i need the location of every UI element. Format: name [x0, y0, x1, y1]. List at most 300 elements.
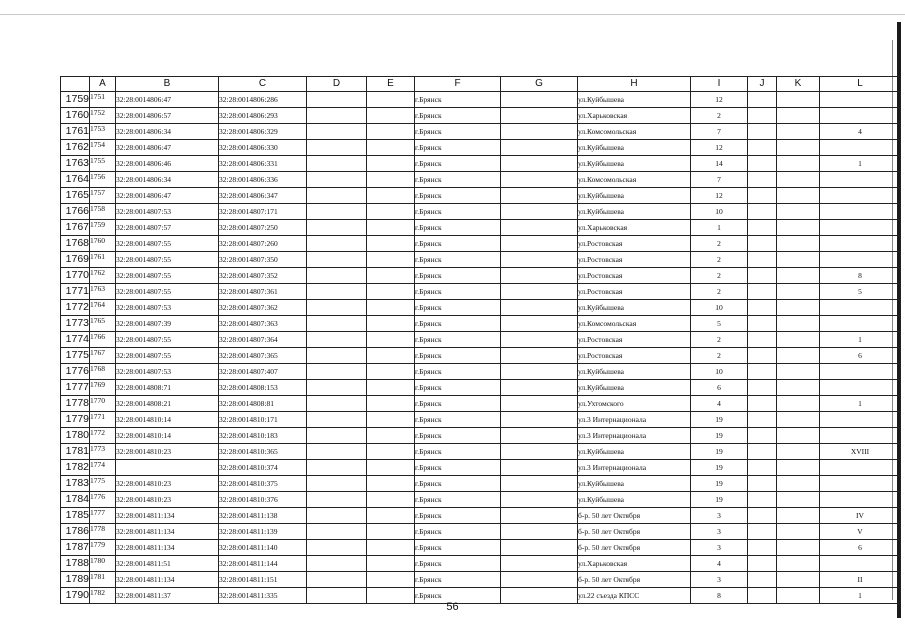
cell-l[interactable] [820, 428, 901, 444]
cell-d[interactable] [307, 508, 367, 524]
cell-h[interactable]: ул.Ростовская [578, 236, 691, 252]
cell-f[interactable]: г.Брянск [415, 428, 501, 444]
cell-j[interactable] [748, 508, 777, 524]
cell-j[interactable] [748, 140, 777, 156]
cell-i[interactable]: 2 [691, 332, 748, 348]
cell-c[interactable]: 32:28:0014807:250 [219, 220, 307, 236]
cell-f[interactable]: г.Брянск [415, 524, 501, 540]
cell-a[interactable]: 1766 [90, 332, 116, 348]
cell-i[interactable]: 12 [691, 92, 748, 108]
cell-d[interactable] [307, 364, 367, 380]
cell-d[interactable] [307, 204, 367, 220]
cell-k[interactable] [777, 92, 820, 108]
cell-a[interactable]: 1763 [90, 284, 116, 300]
cell-a[interactable]: 1778 [90, 524, 116, 540]
cell-a[interactable]: 1776 [90, 492, 116, 508]
cell-e[interactable] [367, 396, 415, 412]
cell-c[interactable]: 32:28:0014807:361 [219, 284, 307, 300]
cell-i[interactable]: 10 [691, 300, 748, 316]
cell-e[interactable] [367, 540, 415, 556]
cell-l[interactable] [820, 188, 901, 204]
cell-h[interactable]: ул.Ростовская [578, 252, 691, 268]
cell-i[interactable]: 1 [691, 220, 748, 236]
cell-i[interactable]: 19 [691, 444, 748, 460]
cell-a[interactable]: 1772 [90, 428, 116, 444]
column-header-b[interactable]: B [116, 77, 219, 92]
cell-k[interactable] [777, 268, 820, 284]
cell-i[interactable]: 3 [691, 572, 748, 588]
cell-d[interactable] [307, 284, 367, 300]
cell-a[interactable]: 1767 [90, 348, 116, 364]
cell-f[interactable]: г.Брянск [415, 108, 501, 124]
cell-k[interactable] [777, 380, 820, 396]
cell-e[interactable] [367, 236, 415, 252]
cell-l[interactable]: 4 [820, 124, 901, 140]
cell-b[interactable]: 32:28:0014806:47 [116, 188, 219, 204]
cell-g[interactable] [501, 236, 578, 252]
cell-l[interactable] [820, 236, 901, 252]
cell-e[interactable] [367, 444, 415, 460]
cell-f[interactable]: г.Брянск [415, 348, 501, 364]
cell-f[interactable]: г.Брянск [415, 572, 501, 588]
cell-k[interactable] [777, 540, 820, 556]
cell-l[interactable]: IV [820, 508, 901, 524]
cell-g[interactable] [501, 188, 578, 204]
cell-c[interactable]: 32:28:0014807:350 [219, 252, 307, 268]
cell-b[interactable]: 32:28:0014810:23 [116, 444, 219, 460]
cell-i[interactable]: 3 [691, 508, 748, 524]
cell-k[interactable] [777, 140, 820, 156]
cell-h[interactable]: ул.Харьковская [578, 556, 691, 572]
cell-b[interactable]: 32:28:0014806:47 [116, 92, 219, 108]
cell-b[interactable]: 32:28:0014807:53 [116, 204, 219, 220]
cell-j[interactable] [748, 556, 777, 572]
cell-h[interactable]: ул.Куйбышева [578, 444, 691, 460]
row-number[interactable]: 1775 [61, 348, 90, 364]
row-number[interactable]: 1787 [61, 540, 90, 556]
cell-f[interactable]: г.Брянск [415, 284, 501, 300]
cell-h[interactable]: ул.Куйбышева [578, 188, 691, 204]
column-header-a[interactable]: A [90, 77, 116, 92]
cell-b[interactable]: 32:28:0014807:55 [116, 252, 219, 268]
cell-c[interactable]: 32:28:0014811:144 [219, 556, 307, 572]
cell-d[interactable] [307, 524, 367, 540]
cell-i[interactable]: 2 [691, 236, 748, 252]
cell-j[interactable] [748, 156, 777, 172]
cell-h[interactable]: б-р. 50 лет Октября [578, 524, 691, 540]
cell-a[interactable]: 1754 [90, 140, 116, 156]
cell-g[interactable] [501, 284, 578, 300]
cell-c[interactable]: 32:28:0014806:330 [219, 140, 307, 156]
cell-f[interactable]: г.Брянск [415, 556, 501, 572]
cell-g[interactable] [501, 252, 578, 268]
cell-b[interactable]: 32:28:0014807:55 [116, 284, 219, 300]
row-number[interactable]: 1776 [61, 364, 90, 380]
cell-h[interactable]: ул.Ростовская [578, 268, 691, 284]
cell-j[interactable] [748, 124, 777, 140]
cell-b[interactable]: 32:28:0014811:51 [116, 556, 219, 572]
cell-c[interactable]: 32:28:0014808:81 [219, 396, 307, 412]
cell-i[interactable]: 7 [691, 172, 748, 188]
cell-a[interactable]: 1769 [90, 380, 116, 396]
cell-k[interactable] [777, 188, 820, 204]
cell-h[interactable]: ул.Ростовская [578, 332, 691, 348]
cell-c[interactable]: 32:28:0014806:336 [219, 172, 307, 188]
cell-a[interactable]: 1762 [90, 268, 116, 284]
row-number[interactable]: 1768 [61, 236, 90, 252]
cell-e[interactable] [367, 188, 415, 204]
cell-k[interactable] [777, 396, 820, 412]
cell-l[interactable] [820, 140, 901, 156]
cell-c[interactable]: 32:28:0014811:140 [219, 540, 307, 556]
cell-b[interactable]: 32:28:0014807:55 [116, 348, 219, 364]
cell-j[interactable] [748, 396, 777, 412]
cell-a[interactable]: 1765 [90, 316, 116, 332]
cell-c[interactable]: 32:28:0014807:260 [219, 236, 307, 252]
cell-g[interactable] [501, 428, 578, 444]
cell-j[interactable] [748, 252, 777, 268]
cell-g[interactable] [501, 476, 578, 492]
cell-j[interactable] [748, 460, 777, 476]
cell-d[interactable] [307, 460, 367, 476]
cell-j[interactable] [748, 364, 777, 380]
cell-i[interactable]: 4 [691, 556, 748, 572]
cell-d[interactable] [307, 252, 367, 268]
cell-h[interactable]: ул.Куйбышева [578, 140, 691, 156]
cell-d[interactable] [307, 220, 367, 236]
cell-d[interactable] [307, 300, 367, 316]
cell-l[interactable]: 1 [820, 396, 901, 412]
cell-h[interactable]: ул.Харьковская [578, 108, 691, 124]
cell-d[interactable] [307, 428, 367, 444]
cell-k[interactable] [777, 300, 820, 316]
cell-l[interactable] [820, 364, 901, 380]
cell-d[interactable] [307, 476, 367, 492]
cell-f[interactable]: г.Брянск [415, 204, 501, 220]
cell-l[interactable]: 8 [820, 268, 901, 284]
cell-e[interactable] [367, 220, 415, 236]
cell-e[interactable] [367, 364, 415, 380]
cell-e[interactable] [367, 412, 415, 428]
row-number[interactable]: 1777 [61, 380, 90, 396]
cell-c[interactable]: 32:28:0014811:335 [219, 588, 307, 604]
cell-f[interactable]: г.Брянск [415, 460, 501, 476]
cell-i[interactable]: 19 [691, 476, 748, 492]
cell-i[interactable]: 7 [691, 124, 748, 140]
cell-l[interactable]: 1 [820, 588, 901, 604]
cell-a[interactable]: 1779 [90, 540, 116, 556]
cell-f[interactable]: г.Брянск [415, 476, 501, 492]
cell-e[interactable] [367, 460, 415, 476]
cell-j[interactable] [748, 220, 777, 236]
row-number[interactable]: 1771 [61, 284, 90, 300]
cell-b[interactable]: 32:28:0014810:14 [116, 412, 219, 428]
row-number[interactable]: 1773 [61, 316, 90, 332]
cell-f[interactable]: г.Брянск [415, 188, 501, 204]
cell-j[interactable] [748, 316, 777, 332]
cell-e[interactable] [367, 508, 415, 524]
cell-c[interactable]: 32:28:0014810:376 [219, 492, 307, 508]
cell-b[interactable]: 32:28:0014806:47 [116, 140, 219, 156]
cell-i[interactable]: 3 [691, 540, 748, 556]
cell-f[interactable]: г.Брянск [415, 172, 501, 188]
cell-j[interactable] [748, 492, 777, 508]
cell-a[interactable]: 1757 [90, 188, 116, 204]
cell-l[interactable] [820, 492, 901, 508]
cell-b[interactable]: 32:28:0014807:55 [116, 236, 219, 252]
cell-k[interactable] [777, 460, 820, 476]
cell-a[interactable]: 1764 [90, 300, 116, 316]
cell-g[interactable] [501, 444, 578, 460]
cell-k[interactable] [777, 492, 820, 508]
cell-g[interactable] [501, 268, 578, 284]
cell-h[interactable]: ул.Ростовская [578, 284, 691, 300]
cell-f[interactable]: г.Брянск [415, 396, 501, 412]
row-number[interactable]: 1788 [61, 556, 90, 572]
cell-g[interactable] [501, 172, 578, 188]
cell-e[interactable] [367, 476, 415, 492]
cell-j[interactable] [748, 476, 777, 492]
cell-h[interactable]: ул.Комсомольская [578, 172, 691, 188]
cell-b[interactable]: 32:28:0014806:34 [116, 124, 219, 140]
cell-k[interactable] [777, 124, 820, 140]
cell-d[interactable] [307, 412, 367, 428]
cell-k[interactable] [777, 572, 820, 588]
cell-k[interactable] [777, 108, 820, 124]
column-header-k[interactable]: K [777, 77, 820, 92]
cell-b[interactable]: 32:28:0014808:71 [116, 380, 219, 396]
cell-l[interactable] [820, 412, 901, 428]
cell-j[interactable] [748, 300, 777, 316]
cell-b[interactable]: 32:28:0014811:134 [116, 540, 219, 556]
cell-h[interactable]: ул.Куйбышева [578, 476, 691, 492]
cell-l[interactable]: 5 [820, 284, 901, 300]
cell-i[interactable]: 3 [691, 524, 748, 540]
cell-h[interactable]: ул.Ростовская [578, 348, 691, 364]
cell-j[interactable] [748, 524, 777, 540]
cell-g[interactable] [501, 460, 578, 476]
cell-h[interactable]: ул.Куйбышева [578, 156, 691, 172]
cell-h[interactable]: ул.22 съезда КПСС [578, 588, 691, 604]
cell-d[interactable] [307, 444, 367, 460]
row-number[interactable]: 1765 [61, 188, 90, 204]
cell-j[interactable] [748, 332, 777, 348]
cell-j[interactable] [748, 204, 777, 220]
cell-e[interactable] [367, 92, 415, 108]
cell-f[interactable]: г.Брянск [415, 508, 501, 524]
cell-e[interactable] [367, 172, 415, 188]
cell-a[interactable]: 1760 [90, 236, 116, 252]
cell-a[interactable]: 1780 [90, 556, 116, 572]
cell-k[interactable] [777, 220, 820, 236]
cell-g[interactable] [501, 300, 578, 316]
cell-l[interactable] [820, 204, 901, 220]
cell-i[interactable]: 2 [691, 108, 748, 124]
cell-l[interactable]: 1 [820, 332, 901, 348]
cell-i[interactable]: 19 [691, 412, 748, 428]
cell-j[interactable] [748, 92, 777, 108]
cell-l[interactable] [820, 300, 901, 316]
cell-k[interactable] [777, 476, 820, 492]
cell-j[interactable] [748, 236, 777, 252]
row-number[interactable]: 1764 [61, 172, 90, 188]
cell-a[interactable]: 1761 [90, 252, 116, 268]
cell-a[interactable]: 1759 [90, 220, 116, 236]
cell-h[interactable]: б-р. 50 лет Октября [578, 540, 691, 556]
cell-g[interactable] [501, 316, 578, 332]
cell-k[interactable] [777, 204, 820, 220]
cell-e[interactable] [367, 380, 415, 396]
column-header-f[interactable]: F [415, 77, 501, 92]
cell-f[interactable]: г.Брянск [415, 124, 501, 140]
cell-l[interactable]: 1 [820, 156, 901, 172]
cell-b[interactable]: 32:28:0014807:55 [116, 268, 219, 284]
cell-f[interactable]: г.Брянск [415, 380, 501, 396]
cell-i[interactable]: 4 [691, 396, 748, 412]
cell-f[interactable]: г.Брянск [415, 92, 501, 108]
cell-j[interactable] [748, 268, 777, 284]
cell-b[interactable] [116, 460, 219, 476]
cell-e[interactable] [367, 572, 415, 588]
cell-f[interactable]: г.Брянск [415, 364, 501, 380]
cell-j[interactable] [748, 284, 777, 300]
cell-h[interactable]: ул.Харьковская [578, 220, 691, 236]
cell-c[interactable]: 32:28:0014806:286 [219, 92, 307, 108]
cell-j[interactable] [748, 540, 777, 556]
cell-l[interactable] [820, 92, 901, 108]
cell-b[interactable]: 32:28:0014806:46 [116, 156, 219, 172]
cell-k[interactable] [777, 348, 820, 364]
cell-k[interactable] [777, 556, 820, 572]
cell-i[interactable]: 2 [691, 252, 748, 268]
cell-g[interactable] [501, 332, 578, 348]
cell-a[interactable]: 1782 [90, 588, 116, 604]
cell-d[interactable] [307, 140, 367, 156]
cell-i[interactable]: 12 [691, 140, 748, 156]
cell-a[interactable]: 1756 [90, 172, 116, 188]
row-number[interactable]: 1759 [61, 92, 90, 108]
cell-l[interactable] [820, 252, 901, 268]
cell-b[interactable]: 32:28:0014810:23 [116, 476, 219, 492]
cell-b[interactable]: 32:28:0014811:134 [116, 508, 219, 524]
cell-e[interactable] [367, 316, 415, 332]
cell-a[interactable]: 1770 [90, 396, 116, 412]
cell-h[interactable]: ул.3 Интернационала [578, 460, 691, 476]
row-number[interactable]: 1782 [61, 460, 90, 476]
cell-g[interactable] [501, 492, 578, 508]
cell-i[interactable]: 10 [691, 364, 748, 380]
cell-i[interactable]: 8 [691, 588, 748, 604]
cell-e[interactable] [367, 252, 415, 268]
cell-h[interactable]: ул.3 Интернационала [578, 412, 691, 428]
cell-e[interactable] [367, 428, 415, 444]
cell-l[interactable] [820, 220, 901, 236]
cell-e[interactable] [367, 492, 415, 508]
cell-f[interactable]: г.Брянск [415, 300, 501, 316]
cell-l[interactable]: V [820, 524, 901, 540]
cell-c[interactable]: 32:28:0014810:171 [219, 412, 307, 428]
cell-c[interactable]: 32:28:0014810:374 [219, 460, 307, 476]
cell-h[interactable]: ул.Куйбышева [578, 92, 691, 108]
cell-f[interactable]: г.Брянск [415, 316, 501, 332]
cell-c[interactable]: 32:28:0014806:329 [219, 124, 307, 140]
cell-h[interactable]: ул.Комсомольская [578, 124, 691, 140]
row-number[interactable]: 1774 [61, 332, 90, 348]
cell-k[interactable] [777, 156, 820, 172]
row-number[interactable]: 1770 [61, 268, 90, 284]
cell-b[interactable]: 32:28:0014811:37 [116, 588, 219, 604]
cell-d[interactable] [307, 172, 367, 188]
column-header-l[interactable]: L [820, 77, 901, 92]
cell-l[interactable]: II [820, 572, 901, 588]
cell-a[interactable]: 1751 [90, 92, 116, 108]
row-number[interactable]: 1778 [61, 396, 90, 412]
column-header-h[interactable]: H [578, 77, 691, 92]
cell-e[interactable] [367, 300, 415, 316]
cell-k[interactable] [777, 508, 820, 524]
cell-b[interactable]: 32:28:0014811:134 [116, 572, 219, 588]
cell-g[interactable] [501, 540, 578, 556]
cell-f[interactable]: г.Брянск [415, 236, 501, 252]
cell-k[interactable] [777, 316, 820, 332]
cell-d[interactable] [307, 108, 367, 124]
cell-f[interactable]: г.Брянск [415, 444, 501, 460]
cell-g[interactable] [501, 124, 578, 140]
cell-b[interactable]: 32:28:0014810:14 [116, 428, 219, 444]
cell-k[interactable] [777, 332, 820, 348]
cell-i[interactable]: 19 [691, 492, 748, 508]
cell-h[interactable]: ул.Комсомольская [578, 316, 691, 332]
cell-g[interactable] [501, 140, 578, 156]
cell-c[interactable]: 32:28:0014807:365 [219, 348, 307, 364]
cell-b[interactable]: 32:28:0014806:34 [116, 172, 219, 188]
cell-h[interactable]: ул.Ухтомского [578, 396, 691, 412]
cell-c[interactable]: 32:28:0014807:362 [219, 300, 307, 316]
cell-k[interactable] [777, 252, 820, 268]
cell-c[interactable]: 32:28:0014806:347 [219, 188, 307, 204]
cell-d[interactable] [307, 332, 367, 348]
cell-f[interactable]: г.Брянск [415, 540, 501, 556]
column-header-e[interactable]: E [367, 77, 415, 92]
cell-k[interactable] [777, 364, 820, 380]
cell-a[interactable]: 1755 [90, 156, 116, 172]
cell-h[interactable]: ул.Куйбышева [578, 204, 691, 220]
cell-e[interactable] [367, 140, 415, 156]
cell-c[interactable]: 32:28:0014810:365 [219, 444, 307, 460]
row-number[interactable]: 1790 [61, 588, 90, 604]
cell-i[interactable]: 14 [691, 156, 748, 172]
cell-b[interactable]: 32:28:0014807:39 [116, 316, 219, 332]
row-number[interactable]: 1760 [61, 108, 90, 124]
cell-d[interactable] [307, 572, 367, 588]
cell-f[interactable]: г.Брянск [415, 220, 501, 236]
cell-c[interactable]: 32:28:0014807:171 [219, 204, 307, 220]
cell-i[interactable]: 19 [691, 460, 748, 476]
cell-h[interactable]: б-р. 50 лет Октября [578, 572, 691, 588]
cell-c[interactable]: 32:28:0014807:407 [219, 364, 307, 380]
cell-j[interactable] [748, 428, 777, 444]
cell-l[interactable] [820, 108, 901, 124]
cell-g[interactable] [501, 572, 578, 588]
cell-j[interactable] [748, 572, 777, 588]
cell-d[interactable] [307, 92, 367, 108]
row-number[interactable]: 1781 [61, 444, 90, 460]
cell-l[interactable]: 6 [820, 348, 901, 364]
cell-d[interactable] [307, 348, 367, 364]
cell-h[interactable]: ул.Куйбышева [578, 364, 691, 380]
cell-c[interactable]: 32:28:0014811:139 [219, 524, 307, 540]
column-header-j[interactable]: J [748, 77, 777, 92]
